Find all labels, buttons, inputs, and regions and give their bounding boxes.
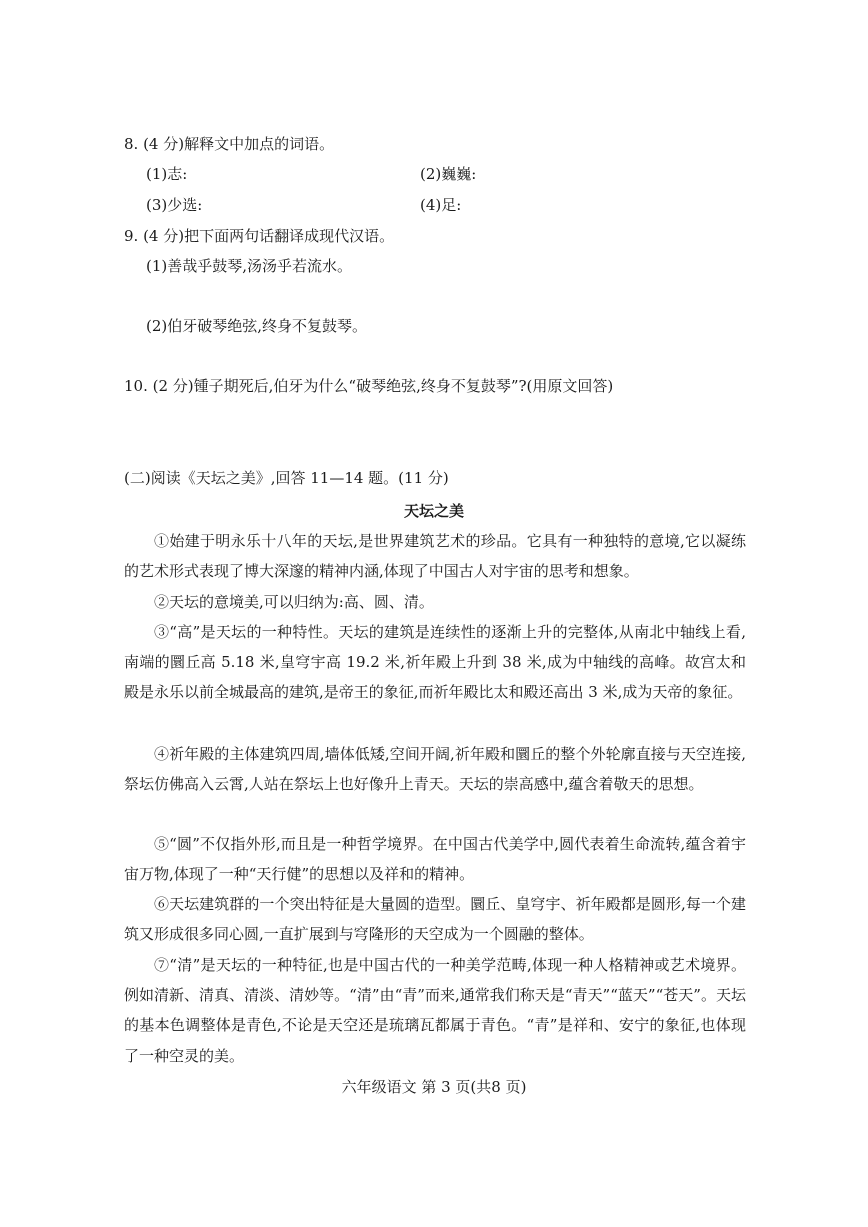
question-8-stem: 8. (4 分)解释文中加点的词语。 bbox=[124, 135, 335, 153]
section-2-heading: (二)阅读《天坛之美》,回答 11—14 题。(11 分) bbox=[124, 469, 449, 487]
article-paragraph-3: ③“高”是天坛的一种特性。天坛的建筑是连续性的逐渐上升的完整体,从南北中轴线上看,南端的圜丘高 5.18 米,皇穹宇高 19.2 米,祈年殿上升到 38 米,成为中轴线的高峰。故宫太和殿是永乐以前全城最高的建筑,是帝王的象征,而祈年殿比太和殿还高出 3 米,成为天帝的象征。 bbox=[124, 623, 746, 702]
article-paragraph-2: ②天坛的意境美,可以归纳为:高、圆、清。 bbox=[154, 593, 434, 611]
article-paragraph-7: ⑦“清”是天坛的一种特征,也是中国古代的一种美学范畴,体现一种人格精神或艺术境界。例如清新、清真、清淡、清妙等。“清”由“青”而来,通常我们称天是“青天”“蓝天”“苍天”。天坛的基本色调整体是青色,不论是天空还是琉璃瓦都属于青色。“青”是祥和、安宁的象征,也体现了一种空灵的美。 bbox=[124, 956, 746, 1065]
question-8-item-2: (2)巍巍: bbox=[420, 165, 477, 183]
question-9-item-1: (1)善哉乎鼓琴,汤汤乎若流水。 bbox=[146, 257, 353, 275]
question-9-item-2: (2)伯牙破琴绝弦,终身不复鼓琴。 bbox=[146, 317, 368, 335]
page-footer: 六年级语文 第 3 页(共8 页) bbox=[341, 1078, 527, 1096]
question-8-item-1: (1)志: bbox=[146, 165, 188, 183]
question-8-item-4: (4)足: bbox=[420, 196, 462, 214]
article-paragraph-1: ①始建于明永乐十八年的天坛,是世界建筑艺术的珍品。它具有一种独特的意境,它以凝练的艺术形式表现了博大深邃的精神内涵,体现了中国古人对宇宙的思考和想象。 bbox=[124, 532, 746, 581]
question-8-item-3: (3)少选: bbox=[146, 196, 203, 214]
article-title: 天坛之美 bbox=[403, 502, 464, 520]
question-9-stem: 9. (4 分)把下面两句话翻译成现代汉语。 bbox=[124, 227, 395, 245]
article-paragraph-4: ④祈年殿的主体建筑四周,墙体低矮,空间开阔,祈年殿和圜丘的整个外轮廓直接与天空连接,祭坛仿佛高入云霄,人站在祭坛上也好像升上青天。天坛的崇高感中,蕴含着敬天的思想。 bbox=[124, 745, 746, 794]
question-10-stem: 10. (2 分)锺子期死后,伯牙为什么“破琴绝弦,终身不复鼓琴”?(用原文回答) bbox=[124, 377, 614, 395]
article-paragraph-5: ⑤“圆”不仅指外形,而且是一种哲学境界。在中国古代美学中,圆代表着生命流转,蕴含着宇宙万物,体现了一种“天行健”的思想以及祥和的精神。 bbox=[124, 835, 746, 884]
article-paragraph-6: ⑥天坛建筑群的一个突出特征是大量圆的造型。圜丘、皇穹宇、祈年殿都是圆形,每一个建筑又形成很多同心圆,一直扩展到与穹隆形的天空成为一个圆融的整体。 bbox=[124, 895, 746, 944]
